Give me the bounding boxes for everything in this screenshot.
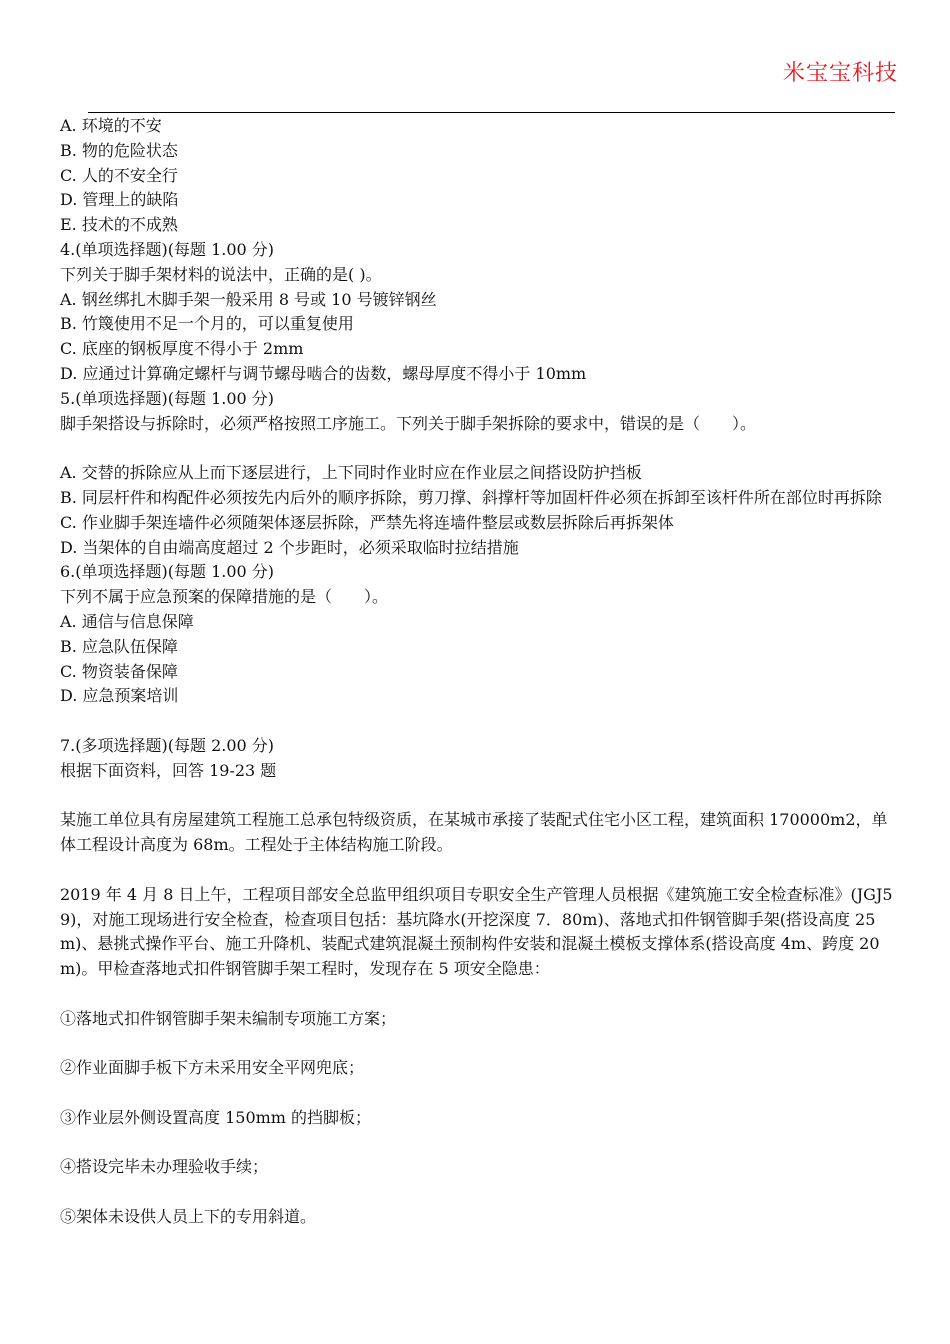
blank-line: [60, 1131, 900, 1156]
text-line: A. 通信与信息保障: [60, 611, 194, 631]
text-line: B. 物的危险状态: [60, 140, 178, 160]
text-line: B. 竹篾使用不足一个月的，可以重复使用: [60, 314, 354, 334]
text-line: 某施工单位具有房屋建筑工程施工总承包特级资质，在某城市承接了装配式住宅小区工程，建筑面积 170000m2，单体工程设计高度为 68m。工程处于主体结构施工阶段。: [60, 810, 888, 855]
text-line: 下列关于脚手架材料的说法中，正确的是( )。: [60, 264, 382, 284]
text-line: ③作业层外侧设置高度 150mm 的挡脚板；: [60, 1107, 372, 1127]
text-line: B. 同层杆件和构配件必须按先内后外的顺序拆除，剪刀撑、斜撑杆等加固杆件必须在拆卸至该杆件所在部位时再拆除: [60, 487, 882, 507]
text-line: D. 应通过计算确定螺杆与调节螺母啮合的齿数，螺母厚度不得小于 10mm: [60, 363, 587, 383]
blank-line: [60, 709, 900, 734]
text-line: ④搭设完毕未办理验收手续；: [60, 1157, 269, 1177]
text-line: C. 作业脚手架连墙件必须随架体逐层拆除，严禁先将连墙件整层或数层拆除后再拆架体: [60, 512, 674, 532]
text-line: A. 交替的拆除应从上而下逐层进行，上下同时作业时应在作业层之间搭设防护挡板: [60, 463, 642, 483]
text-line: ⑤架体未设供人员上下的专用斜道。: [60, 1207, 317, 1227]
text-line: D. 当架体的自由端高度超过 2 个步距时，必须采取临时拉结措施: [60, 537, 519, 557]
blank-line: [60, 1180, 900, 1205]
text-line: 7.(多项选择题)(每题 2.00 分): [60, 735, 275, 755]
text-line: 2019 年 4 月 8 日上午，工程项目部安全总监甲组织项目专职安全生产管理人员根据《建筑施工安全检查标准》(JGJ59)，对施工现场进行安全检查，检查项目包括：基坑降水(开挖深度 7．80m)、落地式扣件钢管脚手架(搭设高度 25m)、悬挑式操作平台、施工升降机、装配式建筑混凝土预制构件安装和混凝土模板支撑体系(搭设高度 4m、跨度 20m)。甲检查落地式扣件钢管脚手架工程时，发现存在 5 项安全隐患：: [60, 884, 893, 979]
text-line: E. 技术的不成熟: [60, 215, 178, 235]
text-line: D. 应急预案培训: [60, 686, 179, 706]
text-line: 根据下面资料，回答 19-23 题: [60, 760, 277, 780]
document-body: [60, 114, 900, 1230]
text-line: ②作业面脚手板下方未采用安全平网兜底；: [60, 1058, 365, 1078]
header-rule: [88, 112, 895, 113]
text-line: 6.(单项选择题)(每题 1.00 分): [60, 562, 275, 582]
text-line: B. 应急队伍保障: [60, 636, 178, 656]
text-line: 脚手架搭设与拆除时，必须严格按照工序施工。下列关于脚手架拆除的要求中，错误的是（ ）。: [60, 413, 757, 433]
text-line: C. 人的不安全行: [60, 165, 178, 185]
text-line: ①落地式扣件钢管脚手架未编制专项施工方案；: [60, 1008, 397, 1028]
text-line: C. 物资装备保障: [60, 661, 178, 681]
blank-line: [60, 858, 900, 883]
text-line: A. 钢丝绑扎木脚手架一般采用 8 号或 10 号镀锌钢丝: [60, 289, 437, 309]
text-line: 5.(单项选择题)(每题 1.00 分): [60, 388, 275, 408]
blank-line: [60, 1031, 900, 1056]
blank-line: [60, 1081, 900, 1106]
text-line: C. 底座的钢板厚度不得小于 2mm: [60, 339, 304, 359]
brand-watermark: 米宝宝科技: [782, 61, 898, 86]
blank-line: [60, 982, 900, 1007]
blank-line: [60, 436, 900, 461]
text-line: 4.(单项选择题)(每题 1.00 分): [60, 239, 275, 259]
text-line: D. 管理上的缺陷: [60, 190, 179, 210]
text-line: A. 环境的不安: [60, 116, 162, 135]
blank-line: [60, 784, 900, 809]
text-line: 下列不属于应急预案的保障措施的是（ ）。: [60, 587, 389, 607]
